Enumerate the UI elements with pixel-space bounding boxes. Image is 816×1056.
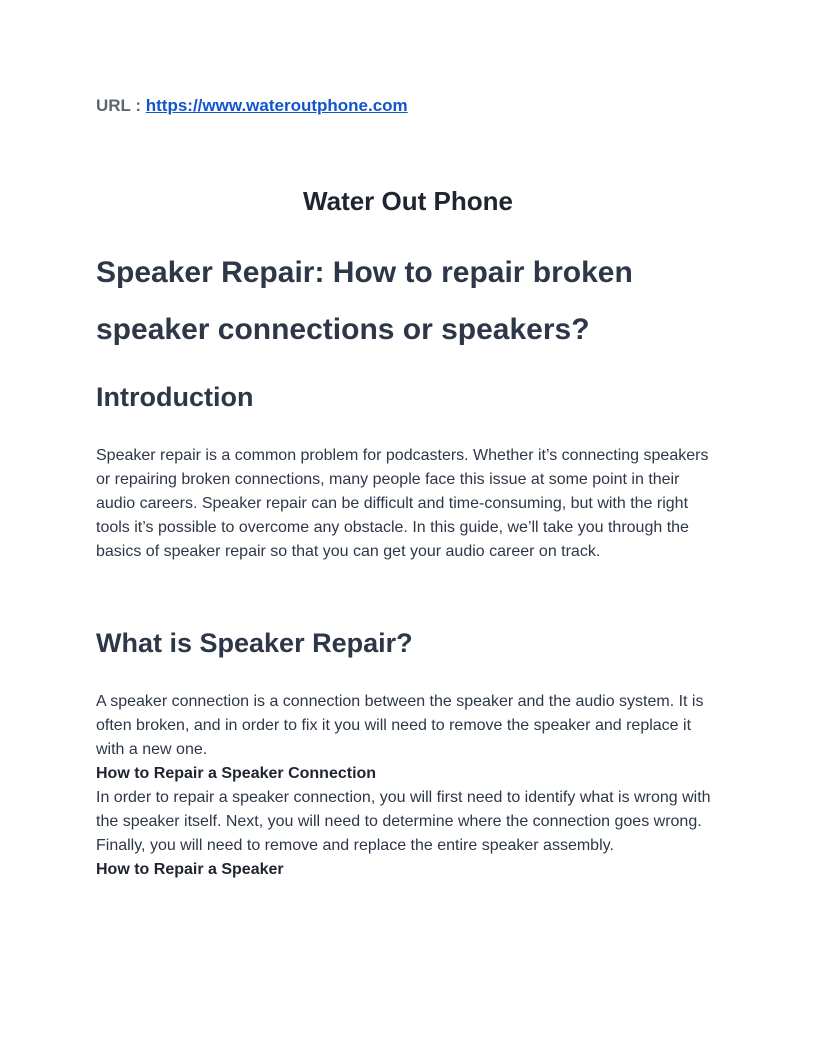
subheading-repair-speaker: How to Repair a Speaker xyxy=(96,861,284,878)
subheading-repair-speaker-connection: How to Repair a Speaker Connection xyxy=(96,765,377,782)
url-line xyxy=(96,96,408,116)
section-heading-introduction: Introduction xyxy=(96,382,254,412)
url-label: URL : xyxy=(96,96,146,115)
introduction-paragraph: Speaker repair is a common problem for podcasters. Whether it’s connecting speakers or repairing broken connections, many people face this issue at some point in their audio careers. Speaker repair can be difficult and time-consuming, but with the right tools it’s possible to overcome any obstacle. In this guide, we’ll take you through the basics of speaker repair so that you can get your audio career on track. xyxy=(96,447,709,560)
what-is-speaker-repair-content xyxy=(96,690,720,882)
speaker-connection-paragraph: A speaker connection is a connection between the speaker and the audio system. It is often broken, and in order to fix it you will need to remove the speaker and replace it with a new one. xyxy=(96,693,704,758)
section-heading-what-is-speaker-repair: What is Speaker Repair? xyxy=(96,628,413,658)
site-title: Water Out Phone xyxy=(303,186,513,216)
article-title: Speaker Repair: How to repair broken speaker connections or speakers? xyxy=(96,256,633,346)
repair-connection-paragraph: In order to repair a speaker connection, you will first need to identify what is wrong with the speaker itself. Next, you will need to determine where the connection goes wrong. Finally, you will need to remove and replace the entire speaker assembly. xyxy=(96,789,711,854)
website-link[interactable]: https://www.wateroutphone.com xyxy=(145,96,408,115)
